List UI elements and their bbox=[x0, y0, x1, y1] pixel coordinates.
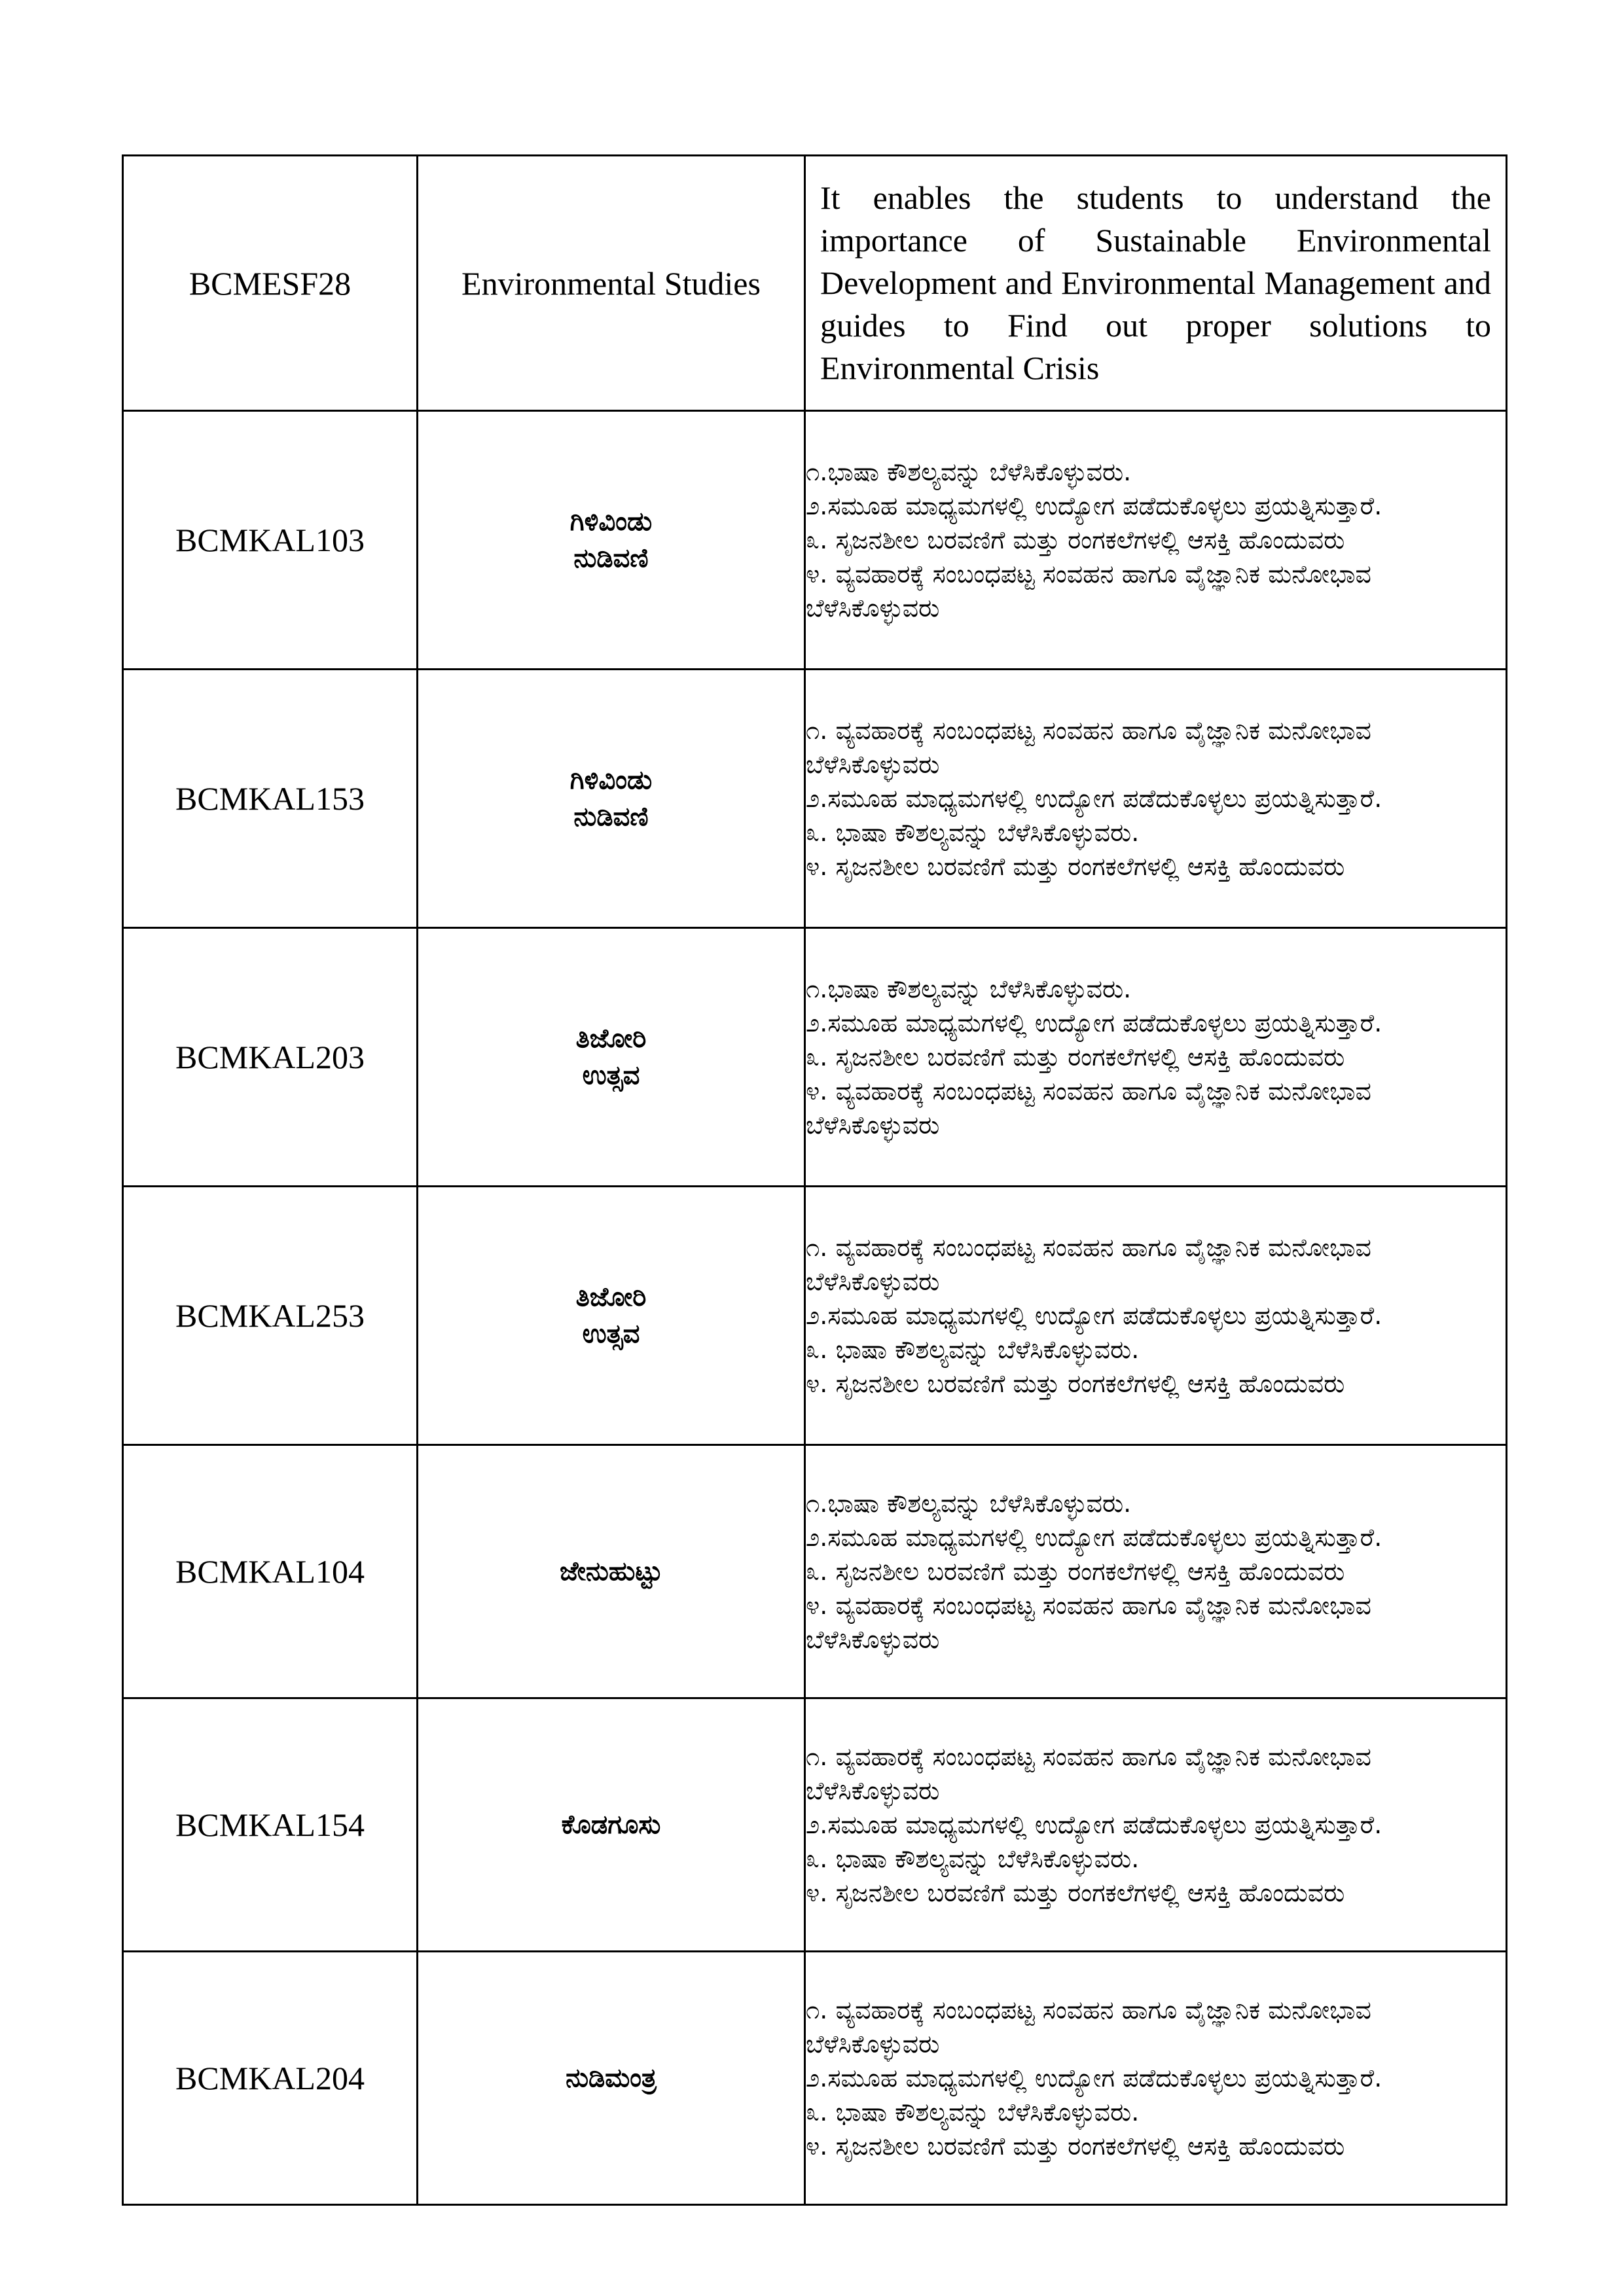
course-outcome-cell: ೧. ವ್ಯವಹಾರಕ್ಕೆ ಸಂಬಂಧಪಟ್ಟ ಸಂವಹನ ಹಾಗೂ ವೈಜ್ಞಾನಿಕ ಮನೋಭಾವ ಬೆಳೆಸಿಕೊಳ್ಳುವರು ೨.ಸಮೂಹ ಮಾಧ್ಯಮಗಳಲ್ಲಿ ಉದ್ಯೋಗ ಪಡೆದುಕೊಳ್ಳಲು ಪ್ರಯತ್ನಿಸುತ್ತಾರೆ. ೩. ಭಾಷಾ ಕೌಶಲ್ಯವನ್ನು ಬೆಳೆಸಿಕೊಳ್ಳುವರು. ೪. ಸೃಜನಶೀಲ ಬರವಣಿಗೆ ಮತ್ತು ರಂಗಕಲೆಗಳಲ್ಲಿ ಆಸಕ್ತಿ ಹೊಂದುವರು bbox=[805, 670, 1507, 928]
course-outcome-cell: ೧. ವ್ಯವಹಾರಕ್ಕೆ ಸಂಬಂಧಪಟ್ಟ ಸಂವಹನ ಹಾಗೂ ವೈಜ್ಞಾನಿಕ ಮನೋಭಾವ ಬೆಳೆಸಿಕೊಳ್ಳುವರು ೨.ಸಮೂಹ ಮಾಧ್ಯಮಗಳಲ್ಲಿ ಉದ್ಯೋಗ ಪಡೆದುಕೊಳ್ಳಲು ಪ್ರಯತ್ನಿಸುತ್ತಾರೆ. ೩. ಭಾಷಾ ಕೌಶಲ್ಯವನ್ನು ಬೆಳೆಸಿಕೊಳ್ಳುವರು. ೪. ಸೃಜನಶೀಲ ಬರವಣಿಗೆ ಮತ್ತು ರಂಗಕಲೆಗಳಲ್ಲಿ ಆಸಕ್ತಿ ಹೊಂದುವರು bbox=[805, 1187, 1507, 1445]
table-row bbox=[123, 156, 1507, 411]
table-row bbox=[123, 1445, 1507, 1698]
course-code-cell: BCMKAL104 bbox=[123, 1445, 418, 1698]
course-outcome-cell: ೧.ಭಾಷಾ ಕೌಶಲ್ಯವನ್ನು ಬೆಳೆಸಿಕೊಳ್ಳುವರು. ೨.ಸಮೂಹ ಮಾಧ್ಯಮಗಳಲ್ಲಿ ಉದ್ಯೋಗ ಪಡೆದುಕೊಳ್ಳಲು ಪ್ರಯತ್ನಿಸುತ್ತಾರೆ. ೩. ಸೃಜನಶೀಲ ಬರವಣಿಗೆ ಮತ್ತು ರಂಗಕಲೆಗಳಲ್ಲಿ ಆಸಕ್ತಿ ಹೊಂದುವರು ೪. ವ್ಯವಹಾರಕ್ಕೆ ಸಂಬಂಧಪಟ್ಟ ಸಂವಹನ ಹಾಗೂ ವೈಜ್ಞಾನಿಕ ಮನೋಭಾವ ಬೆಳೆಸಿಕೊಳ್ಳುವರು bbox=[805, 411, 1507, 670]
table-row bbox=[123, 928, 1507, 1187]
course-outcome-cell: It enables the students to understand the importance of Sustainable Environmental Development and Environmental Management and guides to Find out proper solutions to Environmental Crisis bbox=[805, 156, 1507, 411]
course-name-cell: Environmental Studies bbox=[418, 156, 805, 411]
table-row bbox=[123, 1952, 1507, 2205]
course-code-cell: BCMKAL204 bbox=[123, 1952, 418, 2205]
course-code-cell: BCMKAL253 bbox=[123, 1187, 418, 1445]
course-outcome-cell: ೧.ಭಾಷಾ ಕೌಶಲ್ಯವನ್ನು ಬೆಳೆಸಿಕೊಳ್ಳುವರು. ೨.ಸಮೂಹ ಮಾಧ್ಯಮಗಳಲ್ಲಿ ಉದ್ಯೋಗ ಪಡೆದುಕೊಳ್ಳಲು ಪ್ರಯತ್ನಿಸುತ್ತಾರೆ. ೩. ಸೃಜನಶೀಲ ಬರವಣಿಗೆ ಮತ್ತು ರಂಗಕಲೆಗಳಲ್ಲಿ ಆಸಕ್ತಿ ಹೊಂದುವರು ೪. ವ್ಯವಹಾರಕ್ಕೆ ಸಂಬಂಧಪಟ್ಟ ಸಂವಹನ ಹಾಗೂ ವೈಜ್ಞಾನಿಕ ಮನೋಭಾವ ಬೆಳೆಸಿಕೊಳ್ಳುವರು bbox=[805, 928, 1507, 1187]
course-name-cell: ಗಿಳಿವಿಂಡು ನುಡಿವಣಿ bbox=[418, 411, 805, 670]
course-name-cell: ಜೇನುಹುಟ್ಟು bbox=[418, 1445, 805, 1698]
course-code-cell: BCMKAL153 bbox=[123, 670, 418, 928]
course-code-cell: BCMKAL103 bbox=[123, 411, 418, 670]
course-name-cell: ಗಿಳಿವಿಂಡು ನುಡಿವಣಿ bbox=[418, 670, 805, 928]
course-name-cell: ನುಡಿಮಂತ್ರ bbox=[418, 1952, 805, 2205]
table-row bbox=[123, 1698, 1507, 1952]
course-code-cell: BCMKAL154 bbox=[123, 1698, 418, 1952]
course-name-cell: ತಿಜೋರಿ ಉತ್ಸವ bbox=[418, 1187, 805, 1445]
course-outcome-cell: ೧.ಭಾಷಾ ಕೌಶಲ್ಯವನ್ನು ಬೆಳೆಸಿಕೊಳ್ಳುವರು. ೨.ಸಮೂಹ ಮಾಧ್ಯಮಗಳಲ್ಲಿ ಉದ್ಯೋಗ ಪಡೆದುಕೊಳ್ಳಲು ಪ್ರಯತ್ನಿಸುತ್ತಾರೆ. ೩. ಸೃಜನಶೀಲ ಬರವಣಿಗೆ ಮತ್ತು ರಂಗಕಲೆಗಳಲ್ಲಿ ಆಸಕ್ತಿ ಹೊಂದುವರು ೪. ವ್ಯವಹಾರಕ್ಕೆ ಸಂಬಂಧಪಟ್ಟ ಸಂವಹನ ಹಾಗೂ ವೈಜ್ಞಾನಿಕ ಮನೋಭಾವ ಬೆಳೆಸಿಕೊಳ್ಳುವರು bbox=[805, 1445, 1507, 1698]
course-outcome-cell: ೧. ವ್ಯವಹಾರಕ್ಕೆ ಸಂಬಂಧಪಟ್ಟ ಸಂವಹನ ಹಾಗೂ ವೈಜ್ಞಾನಿಕ ಮನೋಭಾವ ಬೆಳೆಸಿಕೊಳ್ಳುವರು ೨.ಸಮೂಹ ಮಾಧ್ಯಮಗಳಲ್ಲಿ ಉದ್ಯೋಗ ಪಡೆದುಕೊಳ್ಳಲು ಪ್ರಯತ್ನಿಸುತ್ತಾರೆ. ೩. ಭಾಷಾ ಕೌಶಲ್ಯವನ್ನು ಬೆಳೆಸಿಕೊಳ್ಳುವರು. ೪. ಸೃಜನಶೀಲ ಬರವಣಿಗೆ ಮತ್ತು ರಂಗಕಲೆಗಳಲ್ಲಿ ಆಸಕ್ತಿ ಹೊಂದುವರು bbox=[805, 1952, 1507, 2205]
course-name-cell: ಕೊಡಗೂಸು bbox=[418, 1698, 805, 1952]
course-name-cell: ತಿಜೋರಿ ಉತ್ಸವ bbox=[418, 928, 805, 1187]
table-row bbox=[123, 1187, 1507, 1445]
course-code-cell: BCMKAL203 bbox=[123, 928, 418, 1187]
table-row bbox=[123, 411, 1507, 670]
course-outcome-cell: ೧. ವ್ಯವಹಾರಕ್ಕೆ ಸಂಬಂಧಪಟ್ಟ ಸಂವಹನ ಹಾಗೂ ವೈಜ್ಞಾನಿಕ ಮನೋಭಾವ ಬೆಳೆಸಿಕೊಳ್ಳುವರು ೨.ಸಮೂಹ ಮಾಧ್ಯಮಗಳಲ್ಲಿ ಉದ್ಯೋಗ ಪಡೆದುಕೊಳ್ಳಲು ಪ್ರಯತ್ನಿಸುತ್ತಾರೆ. ೩. ಭಾಷಾ ಕೌಶಲ್ಯವನ್ನು ಬೆಳೆಸಿಕೊಳ್ಳುವರು. ೪. ಸೃಜನಶೀಲ ಬರವಣಿಗೆ ಮತ್ತು ರಂಗಕಲೆಗಳಲ್ಲಿ ಆಸಕ್ತಿ ಹೊಂದುವರು bbox=[805, 1698, 1507, 1952]
table-row bbox=[123, 670, 1507, 928]
course-code-cell: BCMESF28 bbox=[123, 156, 418, 411]
course-outcomes-table bbox=[122, 154, 1507, 2206]
